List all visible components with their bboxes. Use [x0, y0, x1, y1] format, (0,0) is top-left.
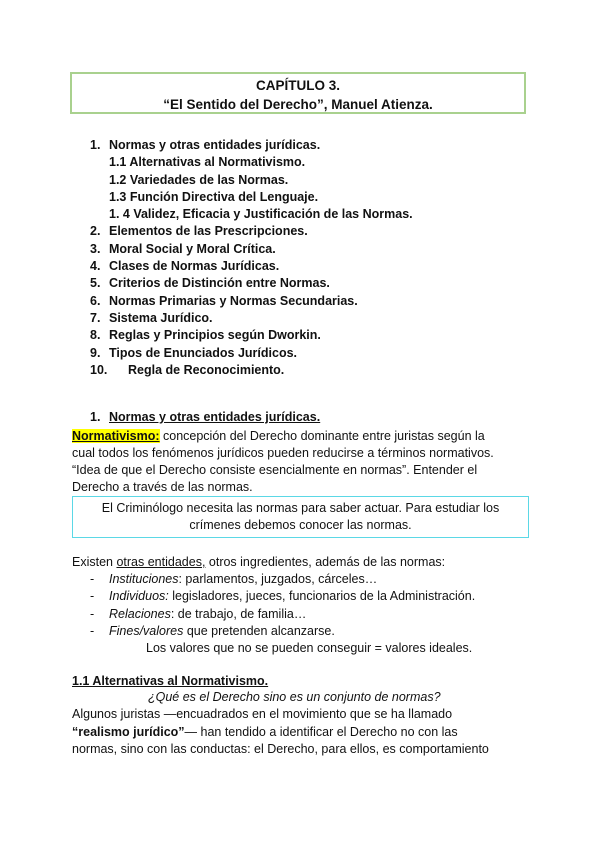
list-item: - Individuos: legisladores, jueces, funcionarios de la Administración.	[90, 589, 476, 604]
toc-item: 6. Normas Primarias y Normas Secundarias.	[90, 293, 358, 308]
toc-subitem: 1.1 Alternativas al Normativismo.	[109, 155, 306, 170]
criminologist-note-box: El Criminólogo necesita las normas para saber actuar. Para estudiar los crímenes debemos conocer las normas.	[72, 496, 529, 538]
section-1-heading: 1. Normas y otras entidades jurídicas.	[90, 410, 321, 424]
toc-item: 9. Tipos de Enunciados Jurídicos.	[90, 345, 298, 360]
entities-list	[90, 571, 475, 657]
toc-item: 4. Clases de Normas Jurídicas.	[90, 259, 280, 274]
list-item: - Fines/valores que pretenden alcanzarse.	[90, 623, 335, 638]
toc-item: 10. Regla de Reconocimiento.	[90, 362, 285, 377]
toc-item: 8. Reglas y Principios según Dworkin.	[90, 328, 321, 343]
chapter-title-box	[70, 72, 526, 114]
section-1-1-question: ¿Qué es el Derecho sino es un conjunto de normas?	[148, 690, 441, 704]
list-item: - Relaciones: de trabajo, de familia…	[90, 606, 307, 621]
toc-item: 1. Normas y otras entidades jurídicas.	[90, 138, 321, 152]
list-item: - Instituciones: parlamentos, juzgados, cárceles…	[90, 572, 378, 586]
table-of-contents	[90, 137, 530, 379]
normativismo-term: Normativismo:	[72, 429, 160, 443]
toc-subitem: 1. 4 Validez, Eficacia y Justificación de las Normas.	[109, 207, 413, 222]
chapter-number: CAPÍTULO 3.	[255, 78, 340, 93]
toc-item: 2. Elementos de las Prescripciones.	[90, 224, 308, 239]
ideal-values-note: Los valores que no se pueden conseguir = valores ideales.	[146, 641, 473, 656]
toc-item: 5. Criterios de Distinción entre Normas.	[90, 276, 330, 291]
normativismo-paragraph: Normativismo: concepción del Derecho dominante entre juristas según la cual todos los fenómenos jurídicos pueden reducirse a términos normativos. “Idea de que el Derecho consiste esencialmente en normas”. Entender el Derecho a través de las normas.	[72, 429, 494, 494]
realism-paragraph: Algunos juristas —encuadrados en el movimiento que se ha llamado “realismo jurídico”— han tendido a identificar el Derecho no con las normas, sino con las conductas: el Derecho, para ellos, es comportamiento	[72, 707, 489, 756]
section-1-1-heading: 1.1 Alternativas al Normativismo.	[72, 674, 269, 688]
chapter-title: “El Sentido del Derecho”, Manuel Atienza.	[163, 97, 433, 112]
other-entities-intro: Existen otras entidades, otros ingredientes, además de las normas:	[72, 555, 446, 569]
toc-item: 3. Moral Social y Moral Crítica.	[90, 241, 276, 256]
toc-item: 7. Sistema Jurídico.	[90, 310, 213, 325]
toc-subitem: 1.3 Función Directiva del Lenguaje.	[109, 189, 319, 204]
toc-subitem: 1.2 Variedades de las Normas.	[109, 172, 289, 187]
